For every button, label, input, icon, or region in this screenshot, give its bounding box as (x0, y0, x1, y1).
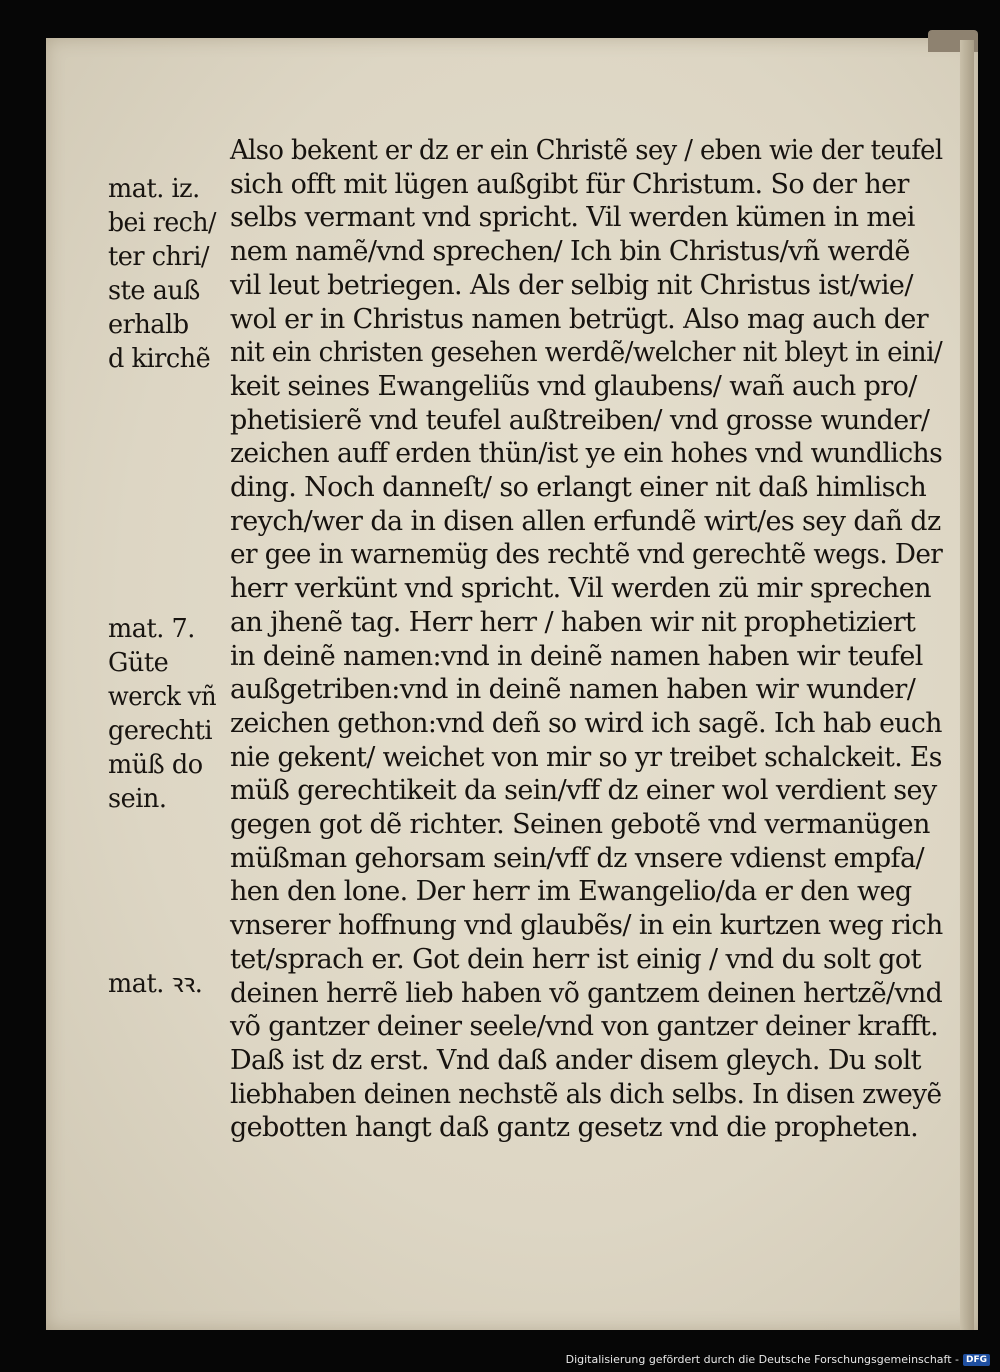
text-line: er gee in warnemüg des rechtẽ vnd gerechtẽ wegs. Der (230, 539, 943, 571)
text-line: vil leut betriegen. Als der selbig nit Christus ist/wie/ (230, 269, 913, 301)
dfg-logo-icon: DFG (963, 1354, 990, 1366)
margin-note-line: müß do (108, 750, 203, 780)
text-line: võ gantzer deiner seele/vnd von gantzer deiner krafft. (230, 1011, 939, 1043)
margin-note-line: mat. ꝛꝛ. (108, 969, 203, 999)
footer-text: Digitalisierung gefördert durch die Deutsche Forschungsgemeinschaft - (565, 1353, 959, 1366)
margin-note-line: ste auß (108, 276, 200, 306)
text-line: an jhenẽ tag. Herr herr / haben wir nit prophetiziert (230, 606, 916, 638)
margin-note-line: sein. (108, 784, 167, 814)
margin-note-line: gerechti (108, 716, 213, 746)
text-line: tet/sprach er. Got dein herr ist einig / vnd du solt got (230, 943, 921, 975)
text-line: wol er in Christus namen betrügt. Also mag auch der (230, 303, 929, 335)
text-line: phetisierẽ vnd teufel außtreiben/ vnd grosse wunder/ (230, 404, 930, 436)
margin-note-line: d kirchẽ (108, 344, 211, 374)
text-line: nit ein christen gesehen werdẽ/welcher nit bleyt in eini/ (230, 337, 943, 369)
footer-credit (566, 1353, 990, 1366)
text-line: gegen got dẽ richter. Seinen gebotẽ vnd vermanügen (230, 809, 930, 841)
page-edge (960, 40, 974, 1330)
text-line: gebotten hangt daß gantz gesetz vnd die propheten. (230, 1112, 919, 1144)
margin-note-line: mat. iz. (108, 174, 200, 204)
text-line: hen den lone. Der herr im Ewangelio/da er den weg (230, 876, 912, 908)
text-line: ding. Noch danneſt/ so erlangt einer nit daß himlisch (230, 472, 927, 504)
text-line: außgetriben:vnd in deinẽ namen haben wir wunder/ (230, 674, 916, 706)
margin-note (108, 967, 218, 1001)
margin-note-line: bei rech/ (108, 208, 216, 238)
body-text (230, 134, 942, 1145)
text-line: herr verkünt vnd spricht. Vil werden zü mir sprechen (230, 573, 931, 605)
text-line: müß gerechtikeit da sein/vff dz einer wol verdient sey (230, 775, 937, 807)
text-line: liebhaben deinen nechstẽ als dich selbs. In disen zweyẽ (230, 1078, 942, 1110)
text-line: selbs vermant vnd spricht. Vil werden kümen in mei (230, 202, 915, 234)
margin-note (108, 612, 218, 816)
margin-note-line: werck vñ (108, 682, 217, 712)
margin-note (108, 172, 218, 376)
text-line: nie gekent/ weichet von mir so yr treibet schalckeit. Es (230, 741, 942, 773)
text-line: Also bekent er dz er ein Christẽ sey / eben wie der teufel (230, 135, 943, 166)
margin-note-line: ter chri/ (108, 242, 209, 272)
text-line: vnserer hoffnung vnd glaubẽs/ in ein kurtzen weg rich (230, 910, 943, 942)
margin-note-line: mat. 7. (108, 614, 195, 644)
margin-note-line: erhalb (108, 310, 189, 340)
text-line: Daß ist dz erst. Vnd daß ander disem gleych. Du solt (230, 1044, 921, 1076)
margin-note-line: Güte (108, 648, 169, 678)
text-line: zeichen gethon:vnd deñ so wird ich sagẽ. Ich hab euch (230, 707, 942, 739)
text-line: nem namẽ/vnd sprechen/ Ich bin Christus/vñ werdẽ (230, 236, 910, 268)
text-line: müßman gehorsam sein/vff dz vnsere vdienst empfa/ (230, 842, 924, 874)
text-line: keit seines Ewangeliũs vnd glaubens/ wañ auch pro/ (230, 370, 917, 402)
text-line: in deinẽ namen:vnd in deinẽ namen haben wir teufel (230, 640, 923, 672)
text-line: sich offt mit lügen außgibt für Christum. So der her (230, 168, 909, 200)
text-line: deinen herrẽ lieb haben võ gantzem deinen hertzẽ/vnd (230, 977, 943, 1009)
text-line: reych/wer da in disen allen erfundẽ wirt/es sey dañ dz (230, 505, 941, 537)
text-line: zeichen auff erden thün/ist ye ein hohes vnd wundlichs (230, 438, 943, 470)
